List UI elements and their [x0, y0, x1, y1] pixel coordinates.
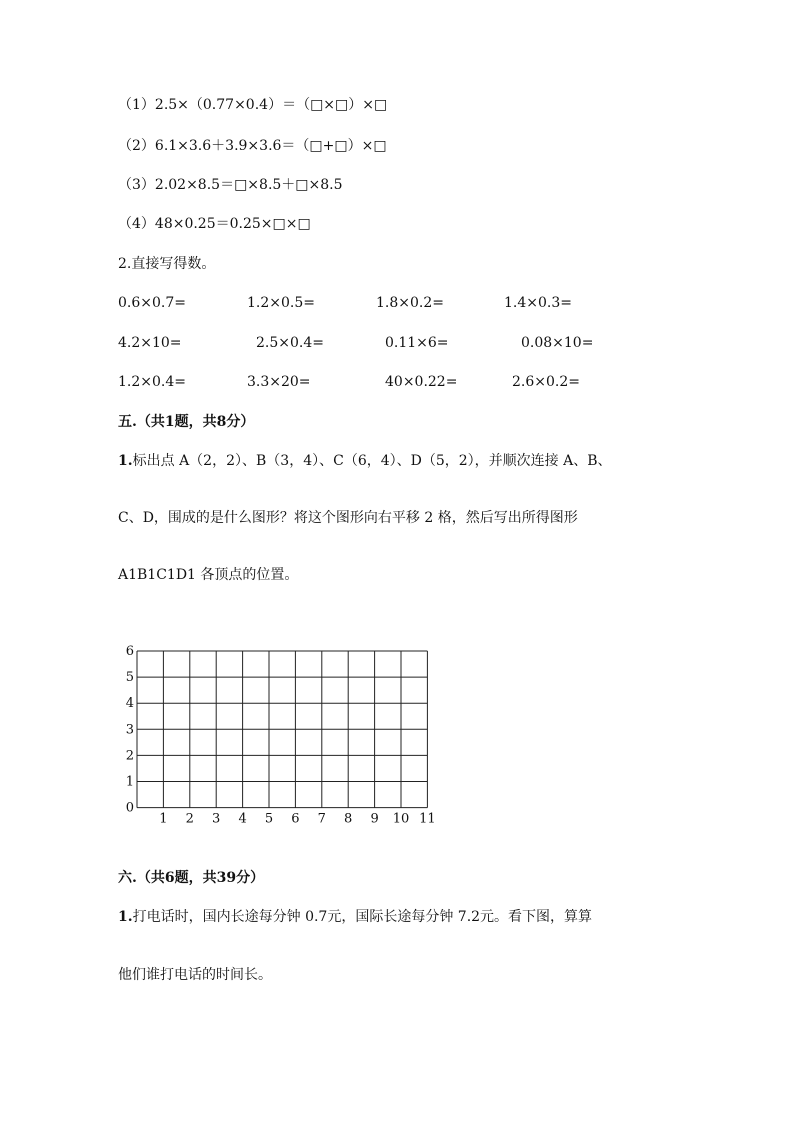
- mental-math-item: 1.2×0.5=: [247, 295, 315, 311]
- question-2-title: 2.直接写得数。: [118, 256, 216, 272]
- mental-math-item: 4.2×10=: [118, 335, 182, 351]
- x-axis-label: 1: [159, 811, 168, 827]
- s5-q1-line-2: C、D，围成的是什么图形？将这个图形向右平移 2 格，然后写出所得图形: [118, 510, 578, 526]
- section-6-title: 六.（共6题，共39分）: [118, 870, 265, 886]
- s6-q1-line-1: [118, 908, 592, 926]
- y-axis-label: 0: [125, 800, 134, 816]
- question-number: 1.: [118, 909, 133, 925]
- equation-4: （4）48×0.25＝0.25×□×□: [118, 216, 311, 232]
- y-axis-label: 4: [125, 696, 134, 712]
- equation-2: （2）6.1×3.6＋3.9×3.6＝（□+□）×□: [118, 138, 387, 154]
- s5-q1-line-1: [118, 452, 612, 470]
- mental-math-item: 3.3×20=: [247, 374, 311, 390]
- s5-q1-line-3: A1B1C1D1 各顶点的位置。: [118, 567, 299, 583]
- x-axis-label: 9: [370, 811, 379, 827]
- x-axis-label: 8: [344, 811, 353, 827]
- y-axis-label: 3: [125, 722, 134, 738]
- mental-math-item: 0.11×6=: [385, 335, 449, 351]
- x-axis-label: 5: [264, 811, 274, 827]
- x-axis-label: 4: [238, 811, 247, 827]
- mental-math-item: 2.6×0.2=: [512, 374, 580, 390]
- x-axis-label: 3: [212, 811, 221, 827]
- mental-math-item: 1.4×0.3=: [504, 295, 572, 311]
- x-axis-label: 6: [291, 811, 300, 827]
- x-axis-label: 10: [392, 811, 410, 827]
- s6-q1-line-2: 他们谁打电话的时间长。: [118, 967, 272, 983]
- equation-1: （1）2.5×（0.77×0.4）＝（□×□）×□: [118, 97, 388, 113]
- y-axis-label: 5: [125, 670, 134, 686]
- y-axis-label: 6: [125, 644, 134, 659]
- question-text: 标出点 A（2，2）、B（3，4）、C（6，4）、D（5，2），并顺次连接 A、B、: [132, 453, 612, 469]
- x-axis-label: 11: [419, 811, 436, 827]
- mental-math-item: 0.08×10=: [521, 335, 594, 351]
- section-5-title: 五.（共1题，共8分）: [118, 414, 255, 430]
- mental-math-item: 1.8×0.2=: [376, 295, 444, 311]
- x-axis-label: 7: [317, 811, 326, 827]
- y-axis-label: 2: [125, 748, 134, 764]
- y-axis-label: 1: [125, 774, 134, 790]
- x-axis-label: 2: [185, 811, 194, 827]
- mental-math-item: 0.6×0.7=: [118, 295, 186, 311]
- question-text: 打电话时，国内长途每分钟 0.7元，国际长途每分钟 7.2元。看下图，算算: [132, 909, 593, 925]
- coordinate-grid: [120, 642, 450, 832]
- grid-svg: [120, 642, 450, 832]
- equation-3: （3）2.02×8.5＝□×8.5＋□×8.5: [118, 177, 343, 193]
- mental-math-item: 1.2×0.4=: [118, 374, 186, 390]
- mental-math-item: 2.5×0.4=: [256, 335, 324, 351]
- question-number: 1.: [118, 453, 133, 469]
- mental-math-item: 40×0.22=: [385, 374, 458, 390]
